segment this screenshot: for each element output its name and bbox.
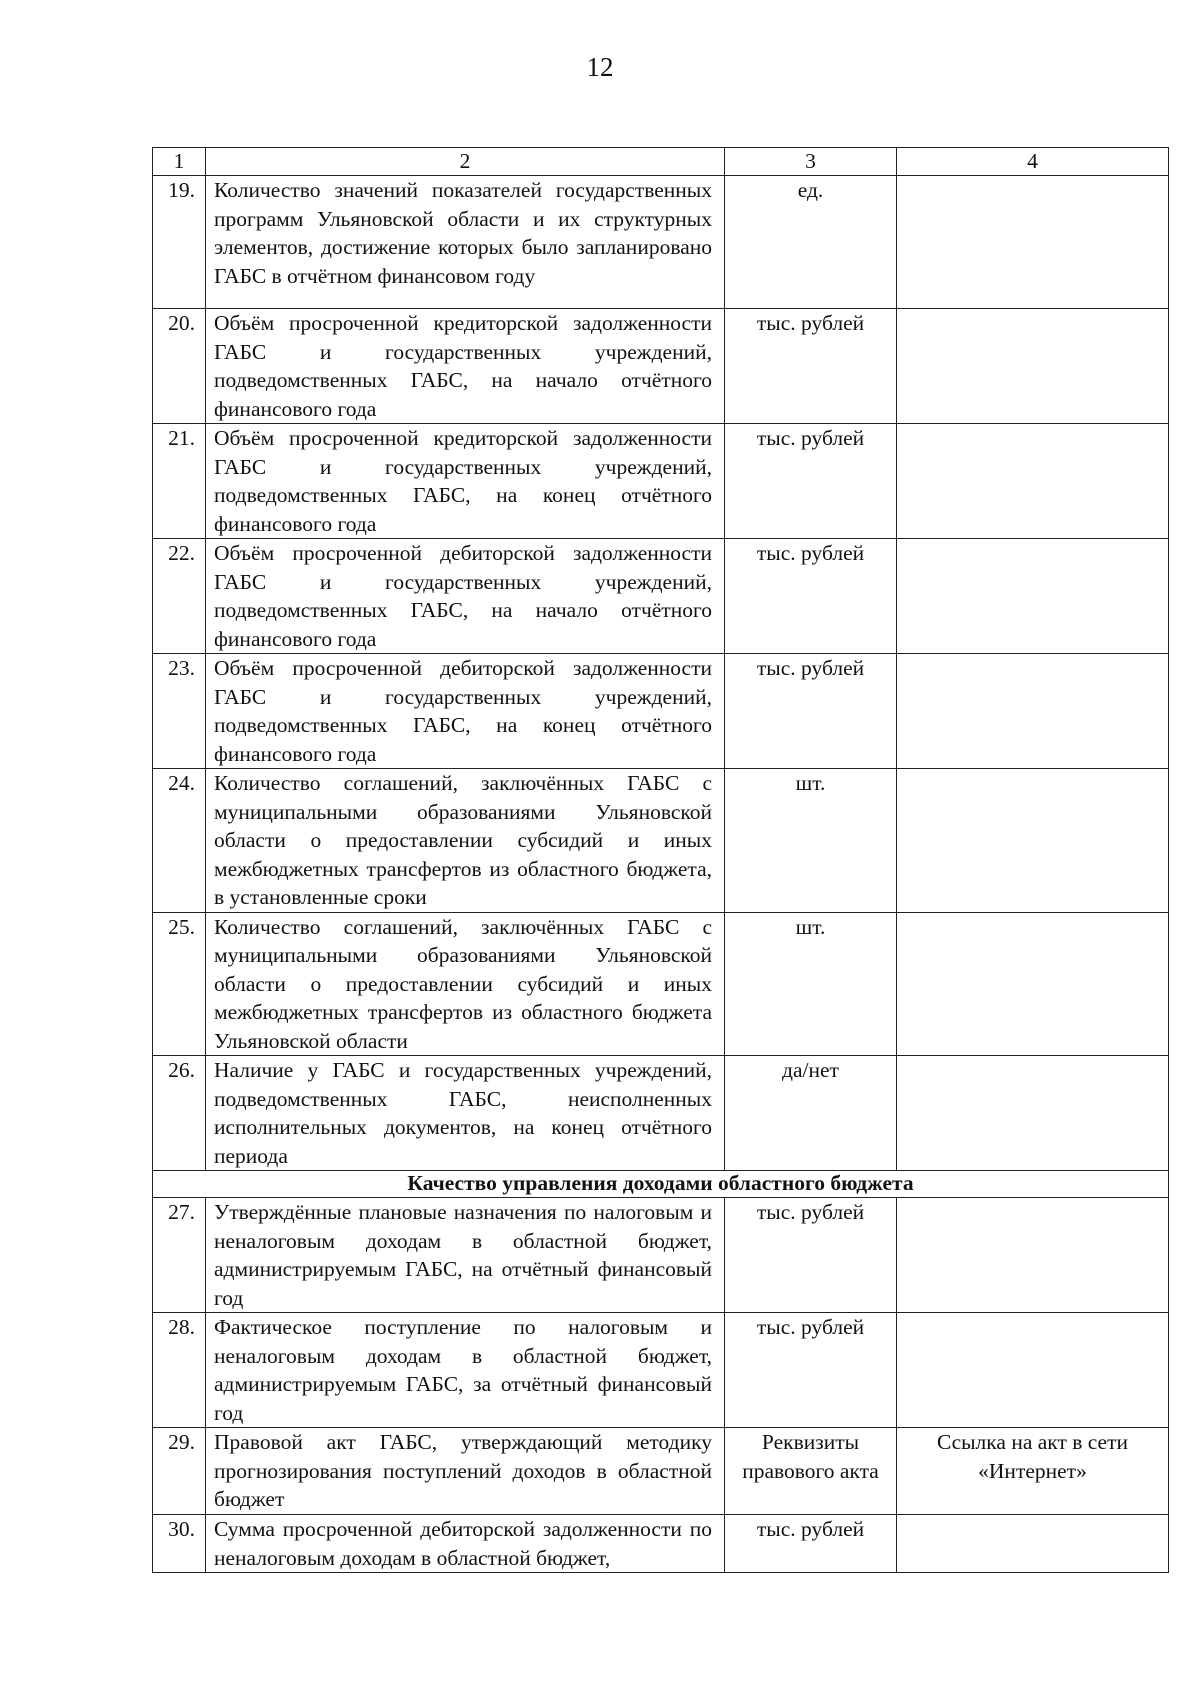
row-number: 26. — [153, 1056, 206, 1171]
row-indicator: Объём просроченной кредиторской задолженности ГАБС и государственных учреждений, подведомственных ГАБС, на начало отчётного финансового года — [206, 309, 725, 424]
row-number: 24. — [153, 769, 206, 913]
row-extra — [897, 1056, 1169, 1171]
row-unit: шт. — [725, 769, 897, 913]
row-indicator: Количество соглашений, заключённых ГАБС с муниципальными образованиями Ульяновской области о предоставлении субсидий и иных межбюджетных трансфертов из областного бюджета, в установленные сроки — [206, 769, 725, 913]
row-extra — [897, 912, 1169, 1056]
row-number: 20. — [153, 309, 206, 424]
header-cell-4: 4 — [897, 148, 1169, 176]
row-indicator: Объём просроченной дебиторской задолженности ГАБС и государственных учреждений, подведомственных ГАБС, на конец отчётного финансового года — [206, 654, 725, 769]
row-unit: да/нет — [725, 1056, 897, 1171]
row-extra — [897, 654, 1169, 769]
row-extra — [897, 424, 1169, 539]
header-cell-3: 3 — [725, 148, 897, 176]
row-extra — [897, 176, 1169, 309]
row-unit: шт. — [725, 912, 897, 1056]
row-extra — [897, 1198, 1169, 1313]
row-unit: тыс. рублей — [725, 424, 897, 539]
table-header-row — [153, 148, 1169, 176]
row-extra — [897, 1313, 1169, 1428]
section-row — [153, 1171, 1169, 1198]
row-indicator: Количество соглашений, заключённых ГАБС с муниципальными образованиями Ульяновской области о предоставлении субсидий и иных межбюджетных трансфертов из областного бюджета Ульяновской области — [206, 912, 725, 1056]
row-unit: Реквизиты правового акта — [725, 1428, 897, 1515]
indicators-table — [152, 147, 1169, 1573]
row-number: 25. — [153, 912, 206, 1056]
row-indicator: Объём просроченной кредиторской задолженности ГАБС и государственных учреждений, подведомственных ГАБС, на конец отчётного финансового года — [206, 424, 725, 539]
row-indicator: Наличие у ГАБС и государственных учреждений, подведомственных ГАБС, неисполненных исполнительных документов, на конец отчётного периода — [206, 1056, 725, 1171]
table-row — [153, 769, 1169, 913]
row-unit: ед. — [725, 176, 897, 309]
row-unit: тыс. рублей — [725, 539, 897, 654]
table-row — [153, 912, 1169, 1056]
section-title: Качество управления доходами областного бюджета — [153, 1171, 1169, 1198]
row-indicator: Объём просроченной дебиторской задолженности ГАБС и государственных учреждений, подведомственных ГАБС, на начало отчётного финансового года — [206, 539, 725, 654]
table-row — [153, 424, 1169, 539]
table-row — [153, 1515, 1169, 1573]
row-extra: Ссылка на акт в сети «Интернет» — [897, 1428, 1169, 1515]
row-number: 22. — [153, 539, 206, 654]
row-number: 21. — [153, 424, 206, 539]
row-indicator: Правовой акт ГАБС, утверждающий методику прогнозирования поступлений доходов в областной бюджет — [206, 1428, 725, 1515]
row-unit: тыс. рублей — [725, 1198, 897, 1313]
table-row — [153, 1198, 1169, 1313]
table-row — [153, 176, 1169, 309]
row-unit: тыс. рублей — [725, 1515, 897, 1573]
row-extra — [897, 539, 1169, 654]
table-row — [153, 309, 1169, 424]
table-row — [153, 1428, 1169, 1515]
row-indicator: Количество значений показателей государственных программ Ульяновской области и их структурных элементов, достижение которых было запланировано ГАБС в отчётном финансовом году — [206, 176, 725, 309]
row-indicator: Фактическое поступление по налоговым и неналоговым доходам в областной бюджет, администрируемым ГАБС, за отчётный финансовый год — [206, 1313, 725, 1428]
row-number: 23. — [153, 654, 206, 769]
row-number: 29. — [153, 1428, 206, 1515]
row-unit: тыс. рублей — [725, 309, 897, 424]
header-cell-1: 1 — [153, 148, 206, 176]
row-number: 28. — [153, 1313, 206, 1428]
row-extra — [897, 1515, 1169, 1573]
table-row — [153, 1313, 1169, 1428]
row-unit: тыс. рублей — [725, 654, 897, 769]
row-number: 19. — [153, 176, 206, 309]
row-unit: тыс. рублей — [725, 1313, 897, 1428]
table-row — [153, 539, 1169, 654]
page-number: 12 — [586, 52, 614, 82]
row-number: 30. — [153, 1515, 206, 1573]
table-row — [153, 654, 1169, 769]
table-row — [153, 1056, 1169, 1171]
header-cell-2: 2 — [206, 148, 725, 176]
row-number: 27. — [153, 1198, 206, 1313]
row-extra — [897, 309, 1169, 424]
row-extra — [897, 769, 1169, 913]
row-indicator: Утверждённые плановые назначения по налоговым и неналоговым доходам в областной бюджет, администрируемым ГАБС, на отчётный финансовый год — [206, 1198, 725, 1313]
row-indicator: Сумма просроченной дебиторской задолженности по неналоговым доходам в областной бюджет, — [206, 1515, 725, 1573]
